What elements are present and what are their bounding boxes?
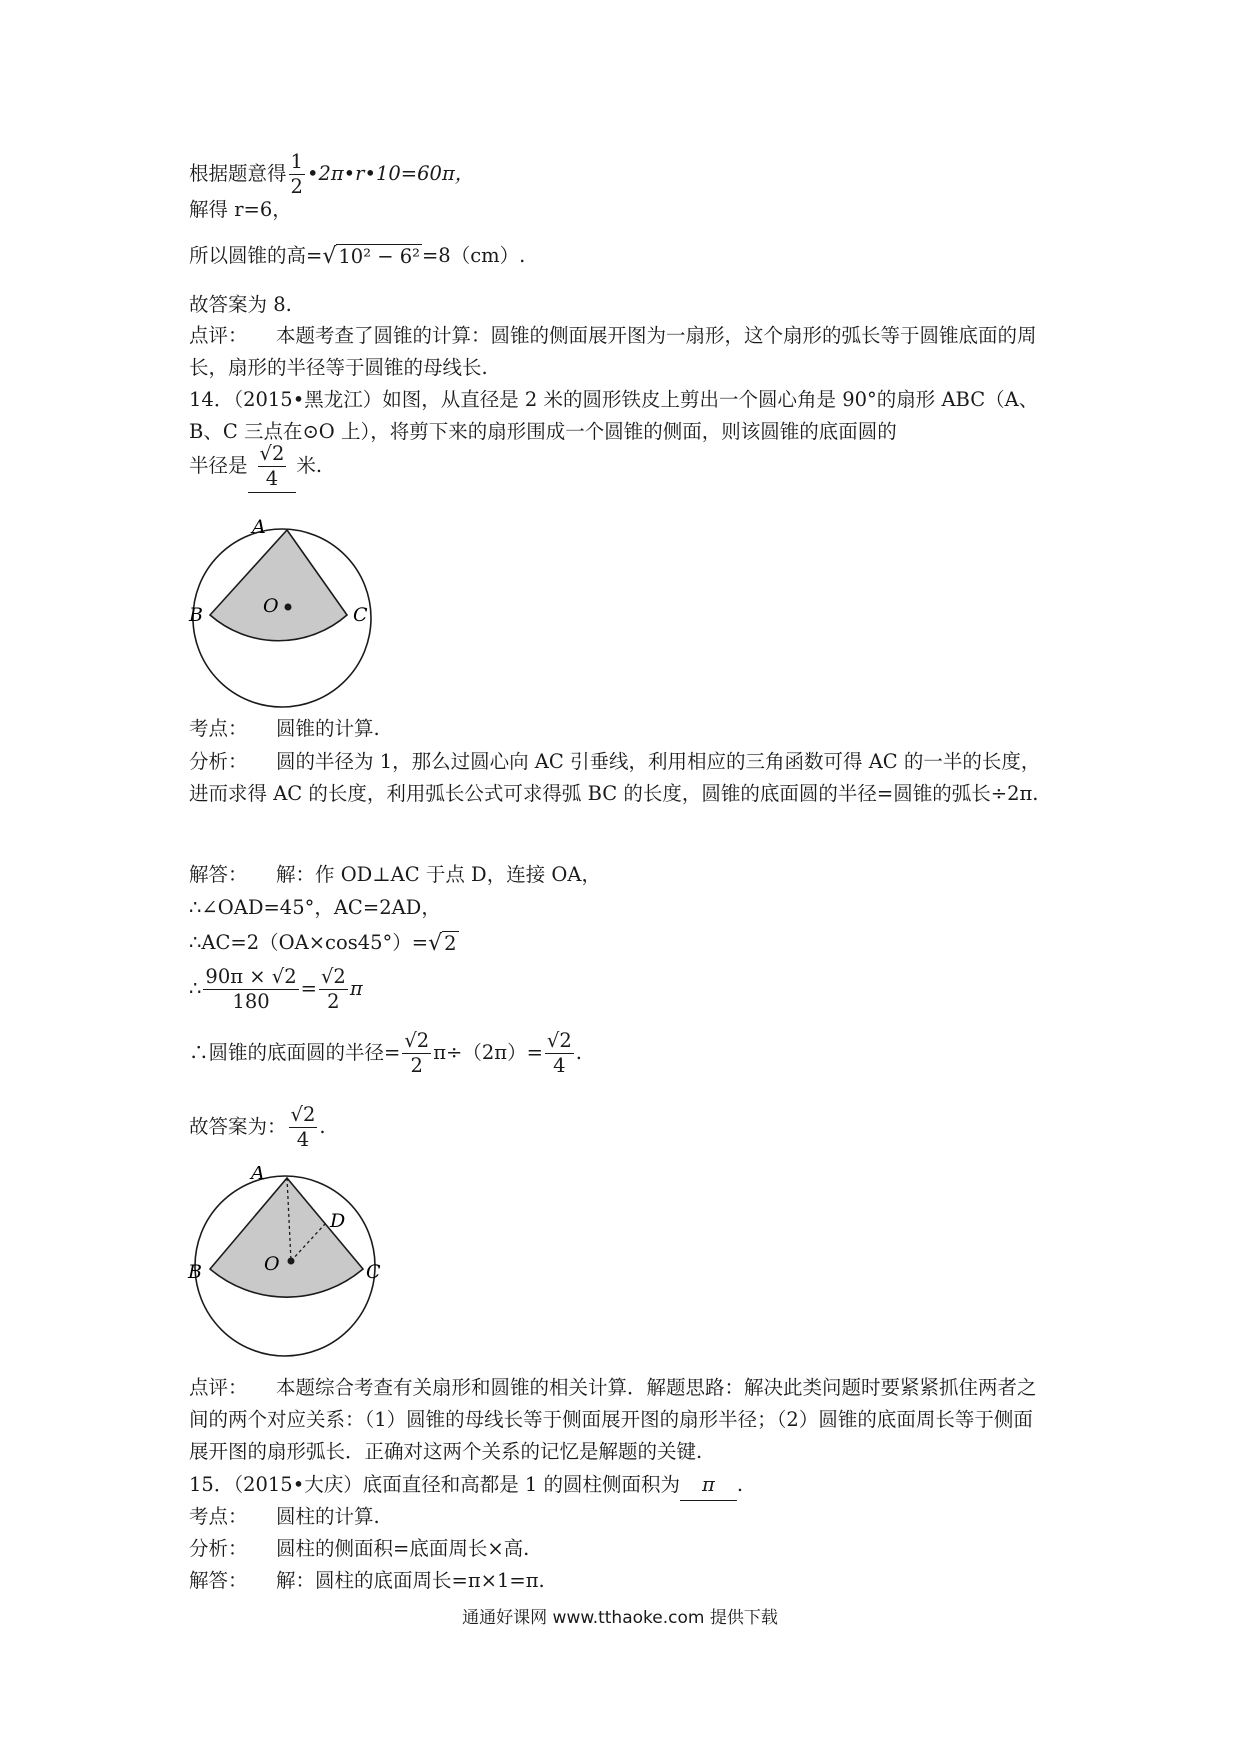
label-O: O (263, 595, 279, 617)
equals-sign: = (300, 977, 317, 1000)
comment-text: 本题考查了圆锥的计算：圆锥的侧面展开图为一扇形，这个扇形的弧长等于圆锥底面的周长，扇形的半径等于圆锥的母线长. (189, 324, 1037, 379)
equation-line (189, 150, 474, 199)
step-3 (189, 962, 363, 1016)
comment-text: 本题综合考查有关扇形和圆锥的相关计算．解题思路：解决此类问题时要紧紧抓住两者之间的两个对应关系：（1）圆锥的母线长等于侧面展开图的扇形半径；（2）圆锥的底面周长等于侧面展开图的扇形弧长．正确对这两个关系的记忆是解题的关键. (189, 1376, 1037, 1463)
kaodian-label: 考点： (189, 1505, 248, 1528)
jieda-label: 解答： (189, 863, 248, 886)
fraction-denominator: 2 (402, 1053, 431, 1078)
answer-line: 故答案为 8. (189, 293, 292, 316)
label-A: A (251, 1166, 265, 1184)
stem-end-prefix: 半径是 (189, 454, 248, 477)
fraction-denominator: 4 (258, 466, 287, 491)
jieda-15 (189, 1566, 545, 1596)
shaded-sector (210, 530, 347, 641)
kaodian-14 (189, 714, 380, 744)
stem-suffix: . (736, 1473, 744, 1496)
label-A: A (252, 518, 266, 538)
final-suffix: . (319, 1115, 326, 1138)
fraction-numerator: √2 (320, 965, 346, 988)
fenxi-text: 圆的半径为 1，那么过圆心向 AC 引垂线，利用相应的三角函数可得 AC 的一半的长度，进而求得 AC 的长度，利用弧长公式可求得弧 BC 的长度，圆锥的底面圆的半径=圆锥的弧长÷2π. (189, 750, 1041, 805)
page-footer: 通通好课网 www.tthaoke.com 提供下载 (462, 1608, 778, 1628)
fraction-denominator: 2 (319, 989, 348, 1014)
kaodian-text: 圆锥的计算. (276, 717, 380, 740)
jieda-14 (189, 860, 601, 890)
height-prefix: 所以圆锥的高= (189, 244, 323, 267)
solve-line: 解得 r=6， (189, 198, 292, 221)
answer-blank (248, 440, 297, 493)
stem-prefix: 15．（2015•大庆）底面直径和高都是 1 的圆柱侧面积为 (189, 1473, 680, 1496)
comment-14 (189, 1372, 1051, 1468)
final-prefix: 故答案为： (189, 1115, 287, 1138)
equation-prefix: 根据题意得 (189, 162, 287, 185)
answer-blank: π (680, 1470, 737, 1501)
label-C: C (353, 604, 368, 626)
jieda-text: 解：作 OD⊥AC 于点 D，连接 OA， (276, 863, 601, 886)
step-3-fraction (203, 965, 298, 1014)
step-3-suffix: π (349, 977, 363, 1000)
height-suffix: =8（cm）. (421, 244, 526, 267)
fraction-denominator: 4 (289, 1127, 318, 1152)
fenxi-text: 圆柱的侧面积=底面周长×高. (276, 1537, 530, 1560)
center-point (285, 604, 292, 611)
step-4-prefix: ∴圆锥的底面圆的半径= (189, 1041, 401, 1064)
final-fraction (289, 1103, 318, 1152)
fraction-numerator: √2 (290, 1103, 316, 1126)
kaodian-15 (189, 1502, 380, 1532)
problem-14-answer-line (189, 440, 322, 493)
fraction-numerator: 90π × √2 (205, 965, 297, 988)
step-2-prefix: ∴AC=2（OA×cos45°）= (189, 931, 429, 954)
label-C: C (366, 1261, 381, 1283)
label-O: O (264, 1253, 280, 1275)
fenxi-label: 分析： (189, 1537, 248, 1560)
kaodian-text: 圆柱的计算. (276, 1505, 380, 1528)
jieda-label: 解答： (189, 1569, 248, 1592)
fraction-numerator: √2 (404, 1029, 430, 1052)
kaodian-label: 考点： (189, 717, 248, 740)
fraction-numerator: √2 (259, 442, 285, 465)
step-4-fraction-2 (545, 1029, 574, 1078)
fraction-denominator: 180 (203, 989, 298, 1014)
comment-label: 点评： (189, 1376, 248, 1399)
problem-15-stem (189, 1470, 743, 1501)
step-3-fraction-2 (319, 965, 348, 1014)
step-2 (189, 928, 459, 959)
step-4-middle: π÷（2π）= (433, 1041, 543, 1064)
jieda-text: 解：圆柱的底面周长=π×1=π. (276, 1569, 545, 1592)
equation-rest: •2π•r•10=60π， (306, 162, 475, 185)
problem-14-stem: 14．（2015•黑龙江）如图，从直径是 2 米的圆形铁皮上剪出一个圆心角是 90°的扇形 ABC（A、B、C 三点在⊙O 上），将剪下来的扇形围成一个圆锥的侧面，则该圆锥的底面圆的 (189, 388, 1039, 443)
fraction (289, 150, 305, 199)
fraction-numerator: 1 (290, 150, 303, 173)
step-4-suffix: . (575, 1041, 582, 1064)
step-4 (189, 1026, 582, 1080)
label-D: D (330, 1210, 346, 1232)
sqrt-expression: √ 2 (428, 930, 457, 956)
sqrt-argument: 10² − 6² (338, 244, 420, 268)
fraction-denominator: 2 (290, 175, 303, 198)
sqrt-argument: 2 (444, 931, 457, 955)
stem-end-suffix: 米. (296, 454, 323, 477)
step-3-prefix: ∴ (189, 977, 202, 1000)
fenxi-label: 分析： (189, 750, 248, 773)
step-4-fraction (402, 1029, 431, 1078)
sector-figure-2 (180, 1166, 390, 1368)
fenxi-14 (189, 746, 1051, 810)
comment-13 (189, 320, 1051, 384)
center-point (288, 1258, 295, 1265)
label-B: B (188, 1261, 202, 1283)
fenxi-15 (189, 1534, 529, 1564)
step-1: ∴∠OAD=45°，AC=2AD， (189, 896, 441, 919)
fraction-numerator: √2 (546, 1029, 572, 1052)
height-line (189, 236, 525, 277)
sqrt-expression: √ 10² − 6² (322, 243, 420, 269)
label-B: B (189, 604, 203, 626)
final-answer-14 (189, 1100, 326, 1154)
sector-figure-1 (180, 518, 380, 718)
comment-label: 点评： (189, 324, 248, 347)
fraction-denominator: 4 (545, 1053, 574, 1078)
answer-fraction (258, 442, 287, 491)
shaded-sector (210, 1178, 363, 1297)
